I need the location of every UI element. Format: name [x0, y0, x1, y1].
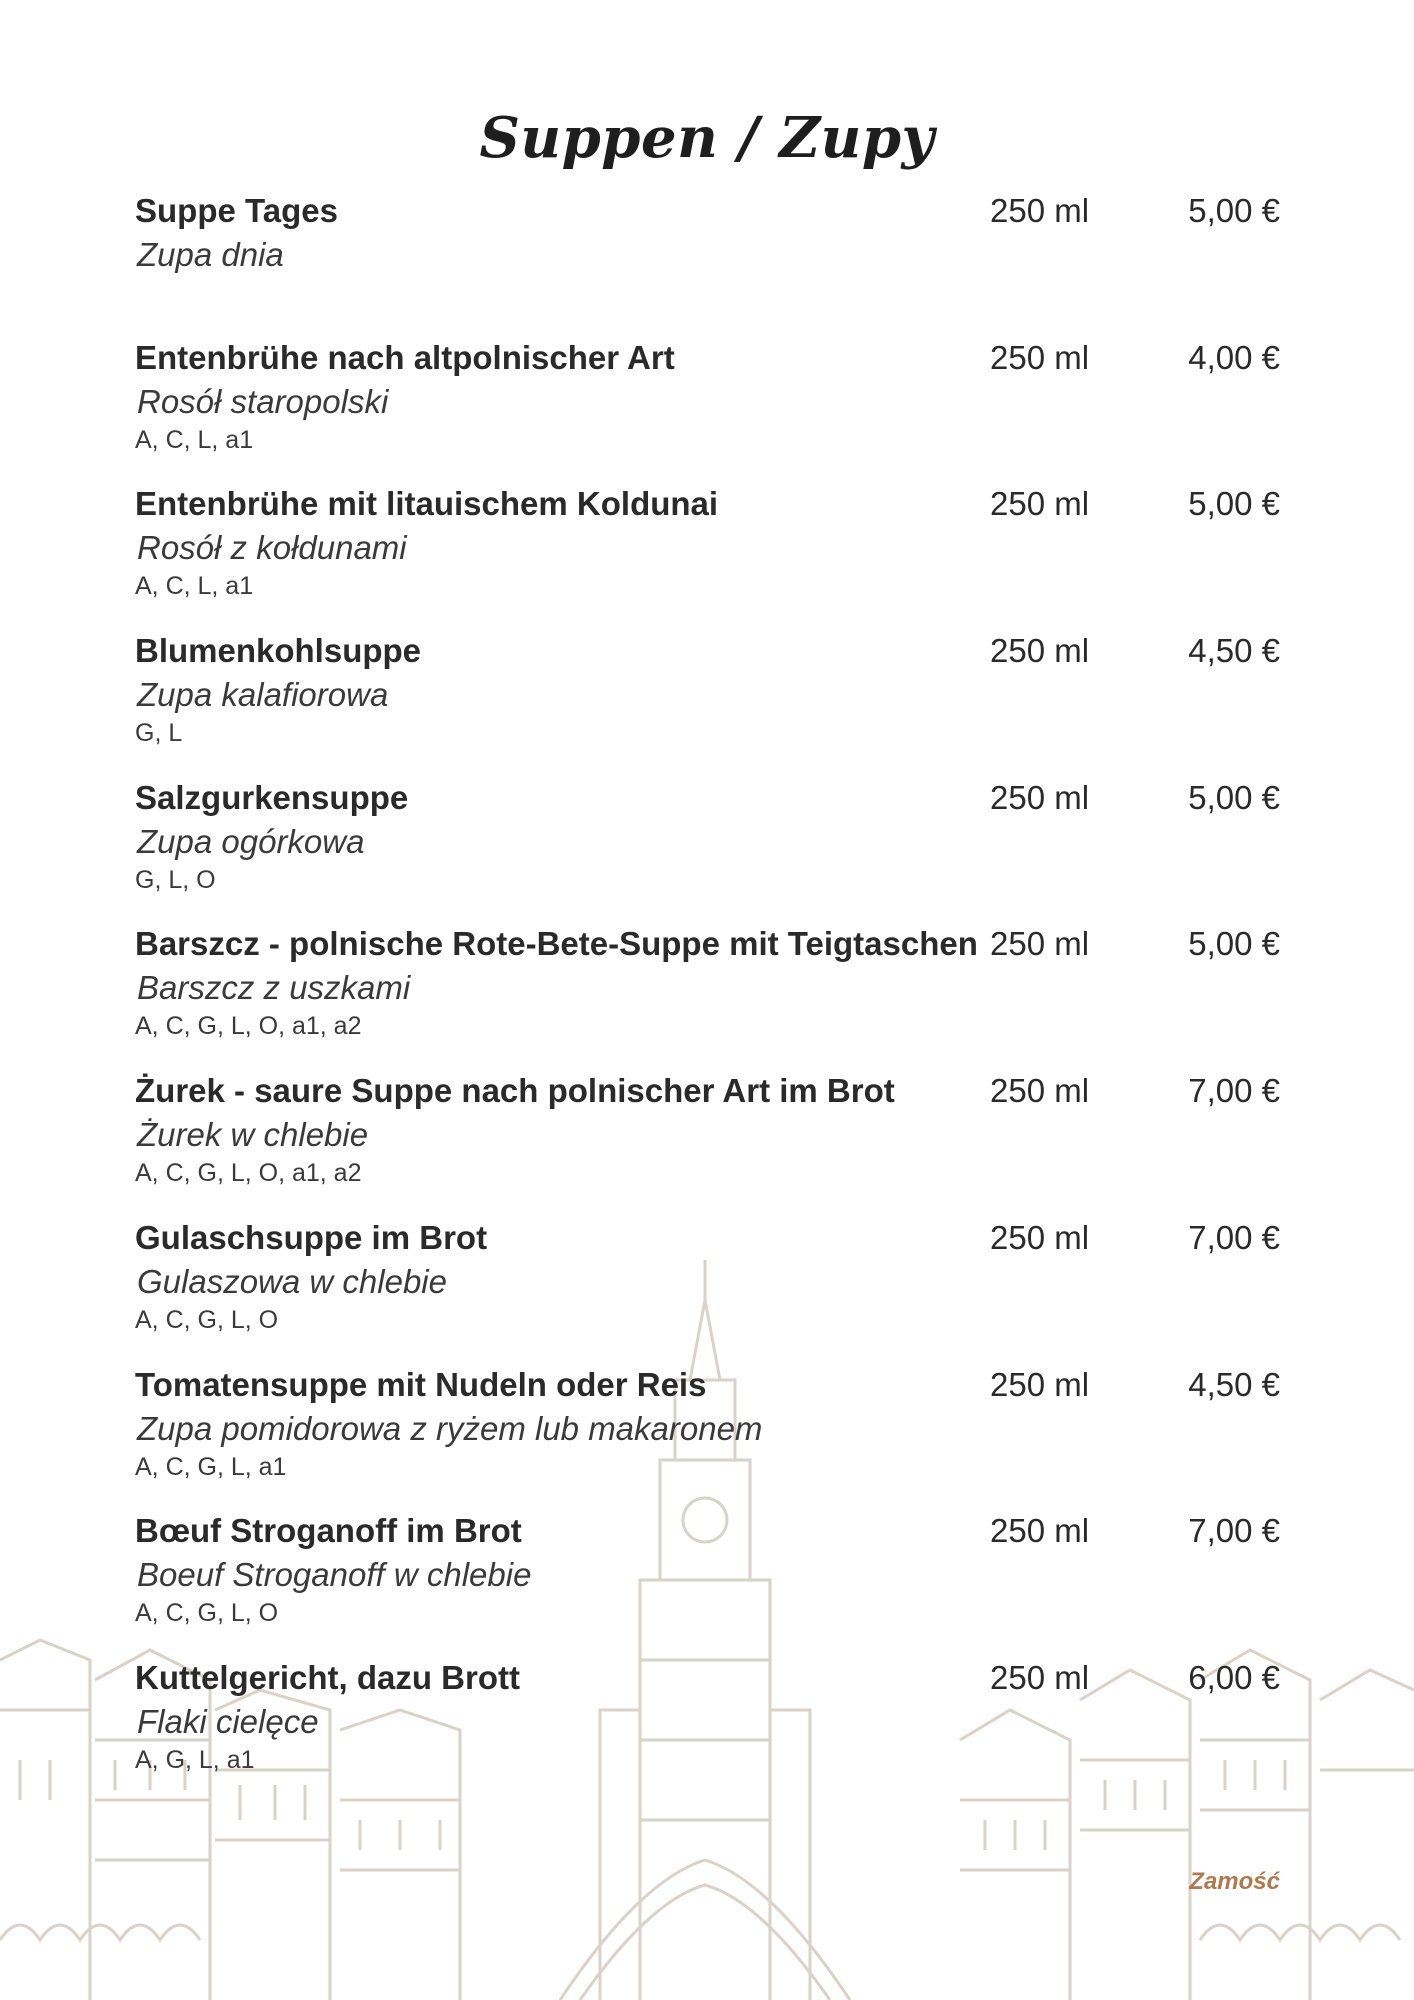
portion-volume: 250 ml: [990, 632, 1090, 670]
brand-label: Zamość: [1189, 1868, 1280, 1895]
dish-name-polish: Rosół staropolski: [137, 382, 389, 420]
dish-name-polish: Gulaszowa w chlebie: [137, 1262, 447, 1300]
allergen-codes: G, L: [135, 719, 183, 748]
dish-price: 7,00 €: [1188, 1218, 1280, 1256]
allergen-codes: A, C, G, L, O: [135, 1305, 279, 1334]
portion-volume: 250 ml: [990, 192, 1090, 229]
dish-name-polish: Boeuf Stroganoff w chlebie: [137, 1556, 532, 1594]
page-title: Suppen / Zupy: [479, 105, 935, 171]
dish-name: Entenbrühe mit litauischem Koldunai: [135, 485, 719, 523]
dish-name: Barszcz - polnische Rote-Bete-Suppe mit Teigtaschen: [135, 925, 978, 963]
menu-item: [135, 1512, 1280, 1659]
dish-price: 4,50 €: [1188, 1365, 1280, 1403]
dish-name-polish: Rosół z kołdunami: [137, 529, 407, 567]
dish-price: 4,00 €: [1188, 338, 1280, 376]
menu-item: [135, 1072, 1280, 1219]
dish-name-polish: Zupa pomidorowa z ryżem lub makaronem: [137, 1409, 763, 1447]
dish-price: 7,00 €: [1188, 1512, 1280, 1550]
dish-price: 5,00 €: [1188, 192, 1280, 229]
allergen-codes: A, C, G, L, O: [135, 1599, 279, 1628]
dish-price: 7,00 €: [1188, 1072, 1280, 1110]
dish-name: Blumenkohlsuppe: [135, 632, 422, 670]
allergen-codes: A, C, G, L, a1: [135, 1452, 287, 1481]
dish-name: Suppe Tages: [135, 192, 338, 229]
dish-price: 6,00 €: [1188, 1658, 1280, 1696]
menu-item: [135, 485, 1280, 632]
menu-item: [135, 1219, 1280, 1366]
dish-name: Salzgurkensuppe: [135, 778, 409, 816]
dish-name-polish: Zupa ogórkowa: [137, 822, 365, 860]
dish-name: Kuttelgericht, dazu Brott: [135, 1658, 520, 1696]
portion-volume: 250 ml: [990, 1365, 1090, 1403]
dish-price: 4,50 €: [1188, 632, 1280, 670]
dish-name-polish: Zupa dnia: [137, 236, 284, 273]
dish-name-polish: Zupa kalafiorowa: [137, 676, 389, 714]
dish-name-polish: Flaki cielęce: [137, 1702, 319, 1740]
dish-price: 5,00 €: [1188, 485, 1280, 523]
dish-price: 5,00 €: [1188, 925, 1280, 963]
portion-volume: 250 ml: [990, 1512, 1090, 1550]
portion-volume: 250 ml: [990, 338, 1090, 376]
portion-volume: 250 ml: [990, 778, 1090, 816]
menu-item: [135, 925, 1280, 1072]
allergen-codes: A, C, L, a1: [135, 572, 254, 601]
allergen-codes: G, L, O: [135, 865, 216, 894]
portion-volume: 250 ml: [990, 925, 1090, 963]
portion-volume: 250 ml: [990, 485, 1090, 523]
dish-name-polish: Barszcz z uszkami: [137, 969, 411, 1007]
allergen-codes: A, C, L, a1: [135, 425, 254, 454]
dish-name-polish: Żurek w chlebie: [137, 1116, 369, 1154]
menu-item: [135, 192, 1280, 339]
portion-volume: 250 ml: [990, 1218, 1090, 1256]
dish-price: 5,00 €: [1188, 778, 1280, 816]
menu-item: [135, 339, 1280, 486]
dish-name: Gulaschsuppe im Brot: [135, 1218, 488, 1256]
dish-name: Tomatensuppe mit Nudeln oder Reis: [135, 1365, 707, 1403]
portion-volume: 250 ml: [990, 1658, 1090, 1696]
dish-name: Bœuf Stroganoff im Brot: [135, 1512, 522, 1550]
allergen-codes: A, C, G, L, O, a1, a2: [135, 1012, 362, 1041]
menu-item: [135, 632, 1280, 779]
allergen-codes: A, G, L, a1: [135, 1745, 255, 1774]
menu-item: [135, 779, 1280, 926]
allergen-codes: A, C, G, L, O, a1, a2: [135, 1159, 362, 1188]
dish-name: Żurek - saure Suppe nach polnischer Art im Brot: [135, 1072, 895, 1110]
dish-name: Entenbrühe nach altpolnischer Art: [135, 338, 675, 376]
menu-item: [135, 1659, 1280, 1806]
portion-volume: 250 ml: [990, 1072, 1090, 1110]
menu-item: [135, 1366, 1280, 1513]
soup-menu-list: [135, 192, 1280, 1806]
